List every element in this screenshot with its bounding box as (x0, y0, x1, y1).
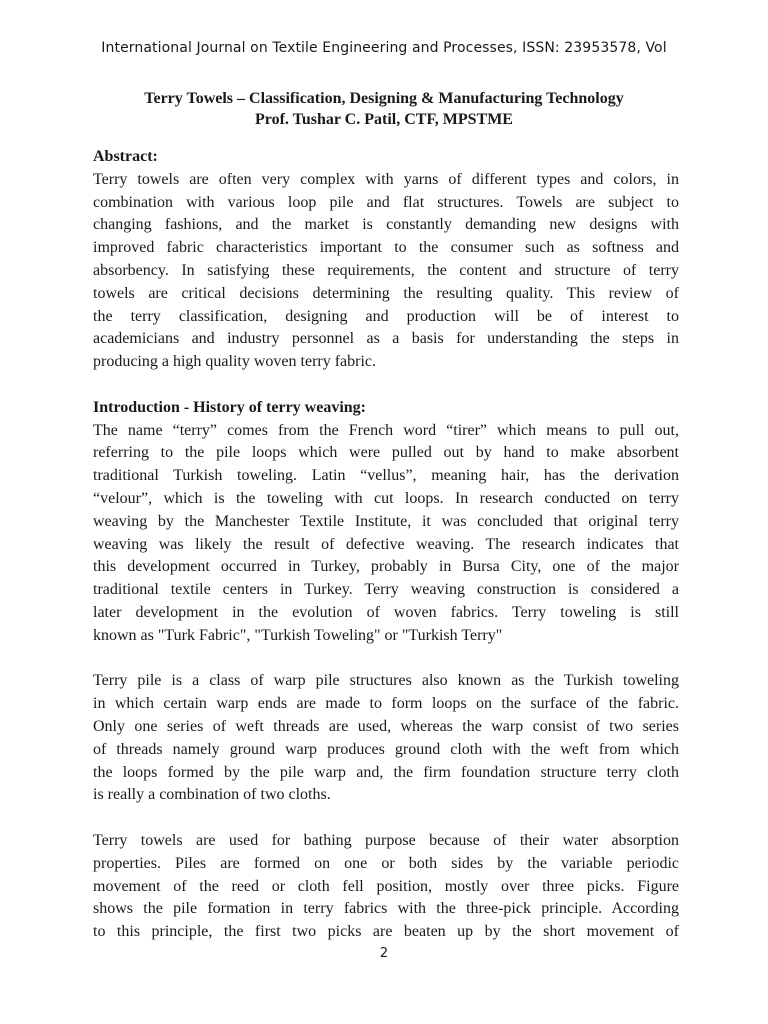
text-line: producing a high quality woven terry fabric. (93, 353, 377, 371)
text-line: academicians and industry personnel as a basis for understanding the steps in (93, 330, 679, 348)
introduction-heading: Introduction - History of terry weaving: (93, 398, 366, 416)
abstract-heading: Abstract: (93, 148, 158, 165)
text-line: Terry towels are often very complex with yarns of different types and colors, in (93, 170, 679, 188)
text-line: in which certain warp ends are made to form loops on the surface of the fabric. (93, 695, 679, 713)
text-line: The name “terry” comes from the French word “tirer” which means to pull out, (93, 421, 679, 439)
page-number: 2 (379, 946, 389, 961)
text-line: towels are critical decisions determining the resulting quality. This review of (93, 284, 679, 302)
text-line: to this principle, the first two picks are beaten up by the short movement of (93, 923, 679, 941)
text-line: traditional textile centers in Turkey. Terry weaving construction is considered a (93, 581, 679, 599)
text-line: the terry classification, designing and production will be of interest to (93, 307, 679, 325)
text-line: changing fashions, and the market is constantly demanding new designs with (93, 216, 679, 234)
text-line: of threads namely ground warp produces ground cloth with the weft from which (93, 740, 679, 758)
text-line: shows the pile formation in terry fabrics with the three-pick principle. According (93, 900, 679, 918)
text-line: weaving was likely the result of defective weaving. The research indicates that (93, 535, 679, 553)
paragraph-gap (93, 374, 679, 397)
abstract-paragraph (93, 169, 679, 374)
text-line: referring to the pile loops which were pulled out by hand to make absorbent (93, 444, 679, 462)
text-line: traditional Turkish toweling. Latin “vellus”, meaning hair, has the derivation (93, 467, 679, 485)
paragraph-gap (93, 807, 679, 830)
text-line: later development in the evolution of woven fabrics. Terry toweling is still (93, 603, 679, 621)
introduction-paragraph-1 (93, 420, 679, 648)
text-line: movement of the reed or cloth fell position, mostly over three picks. Figure (93, 877, 679, 895)
text-line: combination with various loop pile and flat structures. Towels are subject to (93, 193, 679, 211)
text-line: known as "Turk Fabric", "Turkish Toweling" or "Turkish Terry" (93, 626, 503, 644)
paper-author: Prof. Tushar C. Patil, CTF, MPSTME (255, 111, 513, 128)
introduction-paragraph-3 (93, 830, 679, 944)
text-line: the loops formed by the pile warp and, the firm foundation structure terry cloth (93, 763, 679, 781)
text-line: absorbency. In satisfying these requirements, the content and structure of terry (93, 261, 679, 279)
text-line: Terry pile is a class of warp pile structures also known as the Turkish toweling (93, 672, 679, 690)
text-line: weaving by the Manchester Textile Institute, it was concluded that original terry (93, 512, 679, 530)
text-line: is really a combination of two cloths. (93, 786, 331, 804)
text-line: properties. Piles are formed on one or both sides by the variable periodic (93, 854, 679, 872)
text-line: “velour”, which is the toweling with cut loops. In research conducted on terry (93, 489, 679, 507)
title-block (60, 88, 708, 130)
text-line: improved fabric characteristics important to the consumer such as softness and (93, 239, 679, 257)
paper-title: Terry Towels – Classification, Designing & Manufacturing Technology (144, 90, 624, 107)
text-line: this development occurred in Turkey, probably in Bursa City, one of the major (93, 558, 679, 576)
introduction-paragraph-2 (93, 670, 679, 807)
paragraph-gap (93, 648, 679, 671)
body-content (93, 146, 679, 944)
text-line: Only one series of weft threads are used, whereas the warp consist of two series (93, 717, 679, 735)
text-line: Terry towels are used for bathing purpose because of their water absorption (93, 831, 679, 849)
running-header: International Journal on Textile Engineering and Processes, ISSN: 23953578, Vol (101, 40, 667, 56)
